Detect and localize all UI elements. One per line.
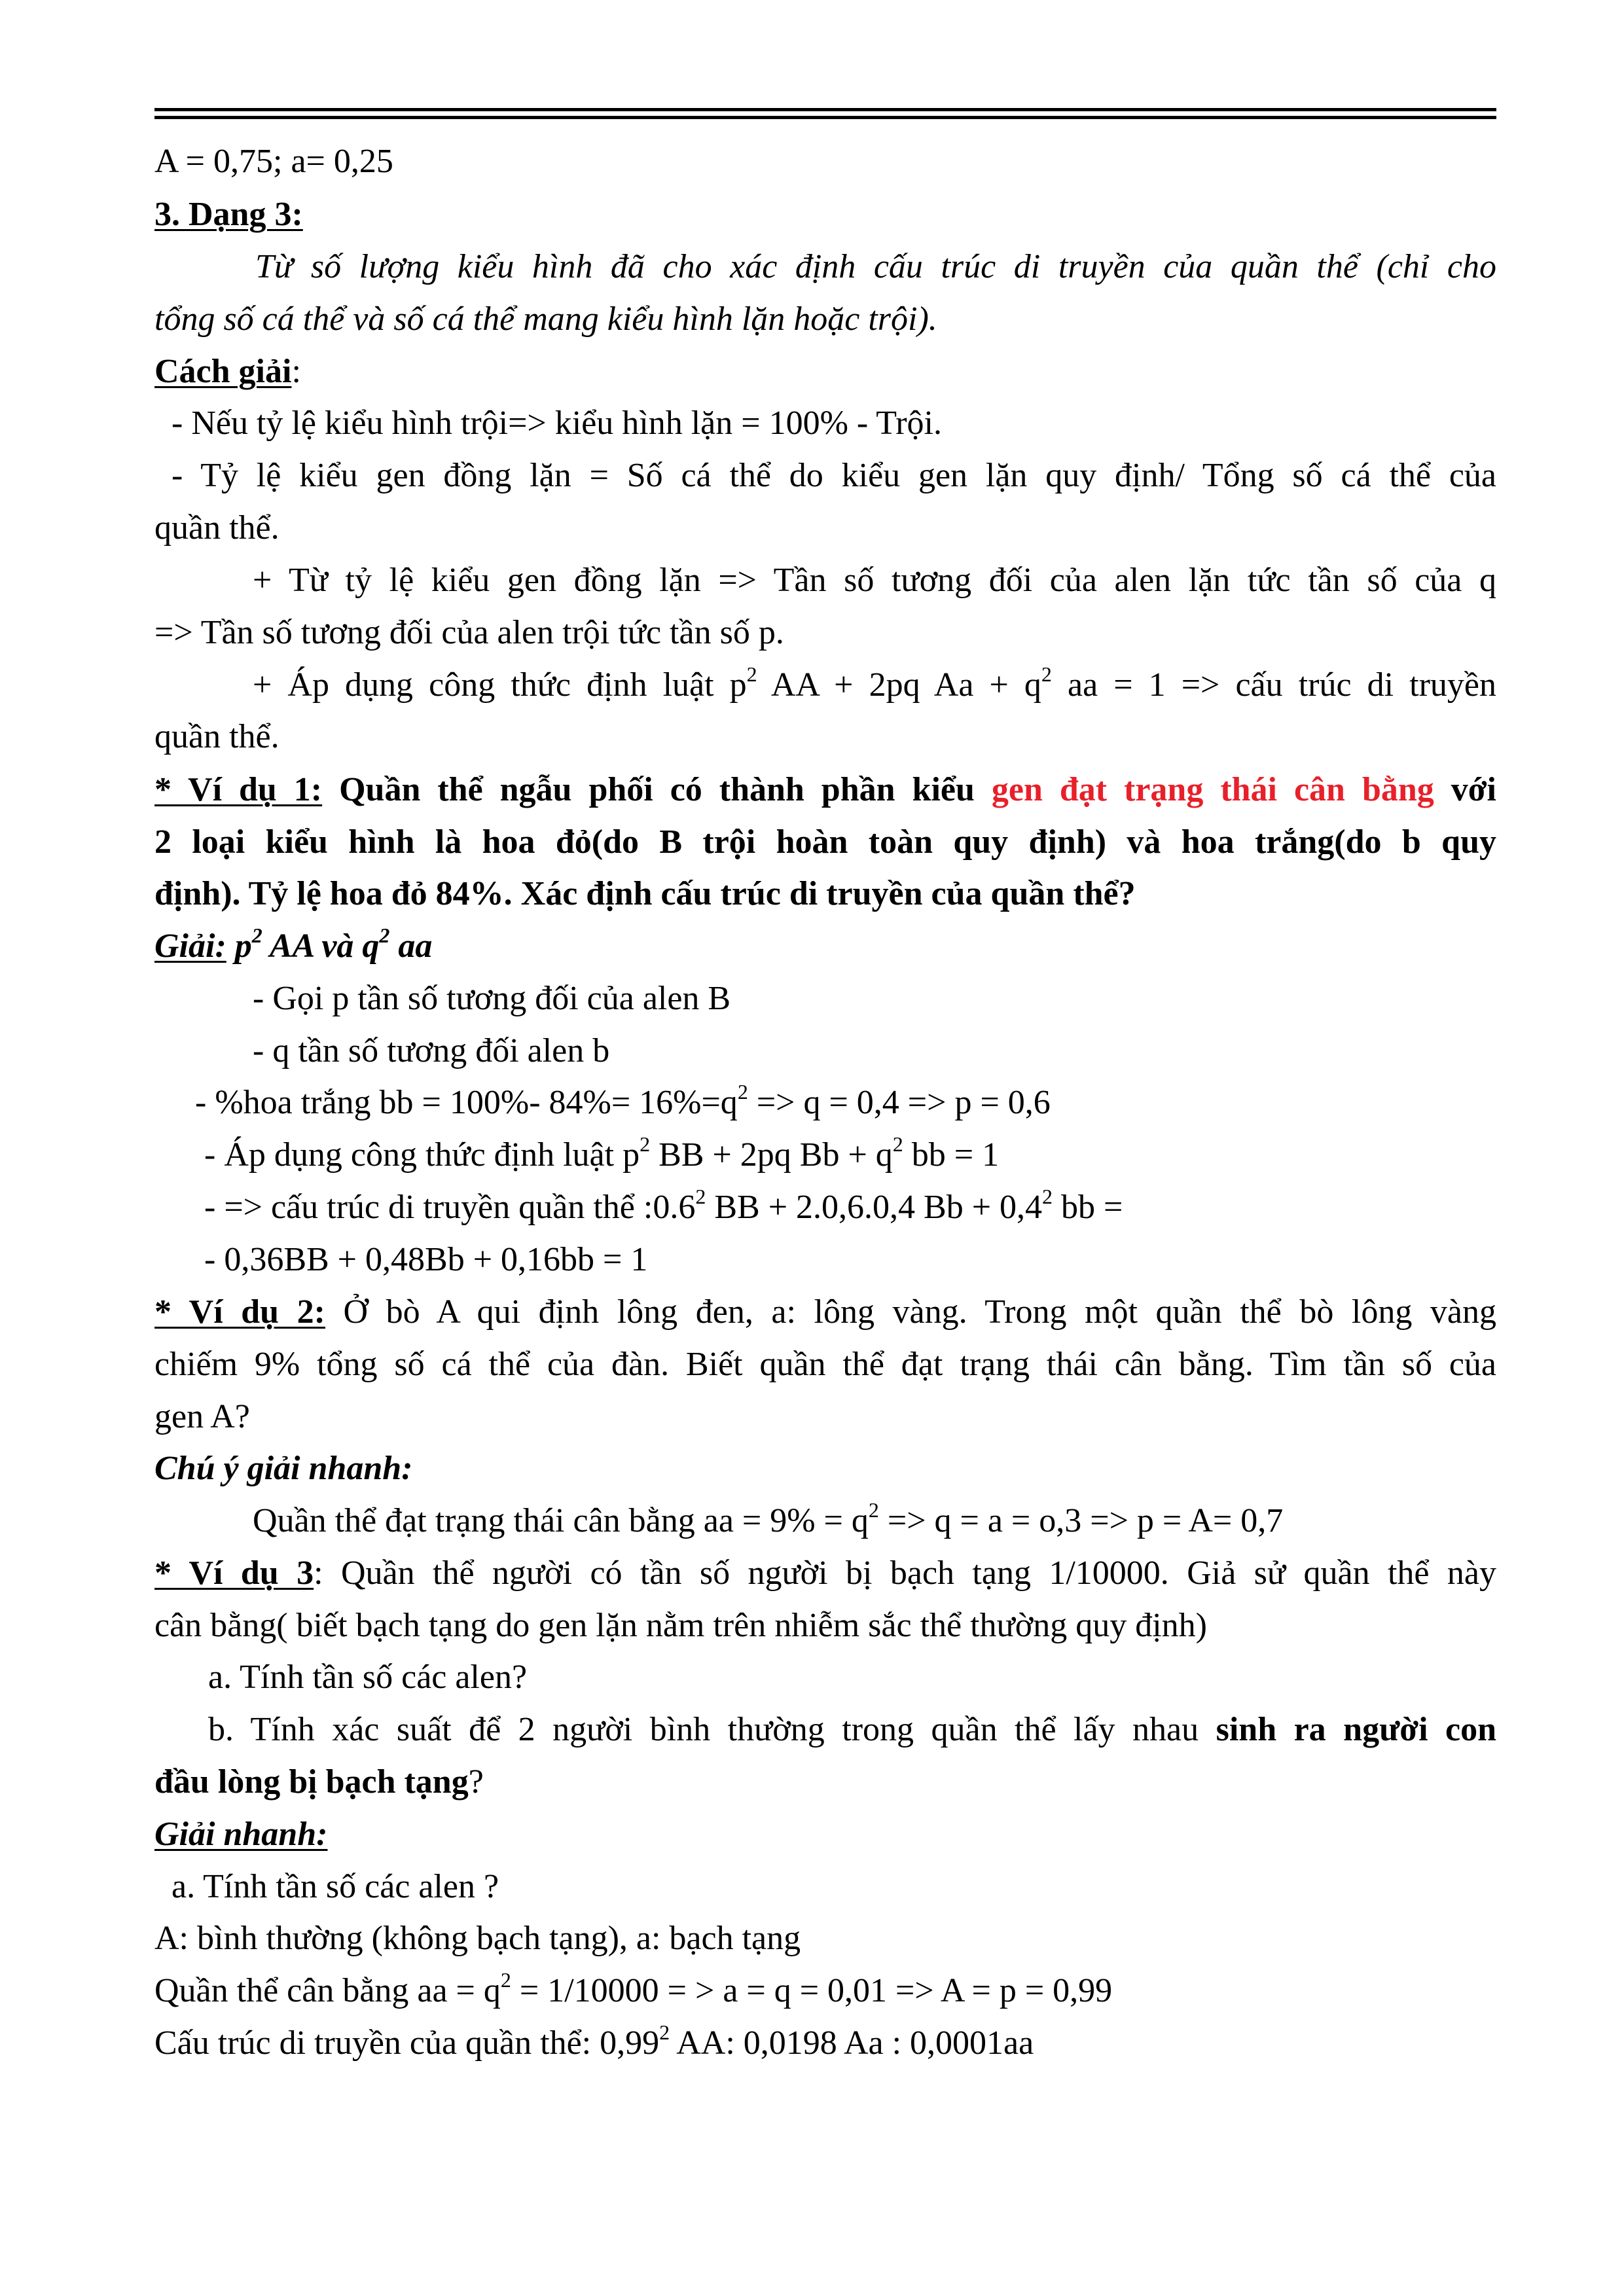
example-2-line-3: gen A? xyxy=(154,1398,250,1435)
example-1-line-2: 2 loại kiểu hình là hoa đỏ(do B trội hoàn toàn quy định) và hoa trắng(do b quy xyxy=(154,823,1496,861)
method-substep-1-line-2: => Tần số tương đối của alen trội tức tần số p. xyxy=(154,614,784,651)
example-3-question-b-line-2: đầu lòng bị bạch tạng? xyxy=(154,1763,484,1801)
quick-solution-heading-2: Giải nhanh: xyxy=(154,1816,328,1853)
answer-allele-definition: A: bình thường (không bạch tạng), a: bạch tạng xyxy=(154,1920,801,1957)
example-3-line-1: * Ví dụ 3: Quần thể người có tần số người bị bạch tạng 1/10000. Giả sử quần thể này xyxy=(154,1554,1496,1592)
header-rule-top xyxy=(154,108,1496,111)
solution-1-step-5: - => cấu trúc di truyền quần thể $:0.6^2$ BB + 2.0,6.0,4 $Bb + 0,4^2$ bb = xyxy=(204,1185,1123,1226)
quick-solution-heading: Chú ý giải nhanh: xyxy=(154,1450,413,1487)
quick-solution-line: Quần thể đạt trạng thái cân bằng aa = $9\% = q^2 => q = a = o,3 => p = A= 0,7$ xyxy=(253,1498,1284,1539)
example-3-line-2: cân bằng( biết bạch tạng do gen lặn nằm trên nhiễm sắc thể thường quy định) xyxy=(154,1607,1207,1644)
method-step-1: - Nếu tỷ lệ kiểu hình trội=> kiểu hình lặn = 100% - Trội. xyxy=(171,404,942,442)
example-2-line-2: chiếm 9% tổng số cá thể của đàn. Biết quần thể đạt trạng thái cân bằng. Tìm tần số của xyxy=(154,1346,1496,1383)
example-3-question-a: a. Tính tần số các alen? xyxy=(208,1659,528,1696)
method-step-2-line-1: - Tỷ lệ kiểu gen đồng lặn = Số cá thể do kiểu gen lặn quy định/ Tổng số cá thể của xyxy=(171,457,1496,494)
solution-1-step-4: - Áp dụng công thức định luật $p^2$ BB + 2pq $Bb + q^2$ bb = 1 xyxy=(204,1132,1000,1174)
method-step-2-line-2: quần thể. xyxy=(154,509,280,547)
example-2-line-1: * Ví dụ 2: Ở bò A qui định lông đen, a: lông vàng. Trong một quần thể bò lông vàng xyxy=(154,1293,1497,1331)
line-allele-frequency: A = 0,75; a= 0,25 xyxy=(154,143,393,180)
method-substep-1-line-1: + Từ tỷ lệ kiểu gen đồng lặn => Tần số tương đối của alen lặn tức tần số của q xyxy=(253,562,1496,599)
method-substep-2-line-1: + Áp dụng công thức định luật $p^2$ AA + 2pq $Aa + q^2$ aa = 1 => cấu trúc di truyền xyxy=(253,662,1496,704)
example-3-question-b-line-1: b. Tính xác suất để 2 người bình thường trong quần thể lấy nhau sinh ra người con xyxy=(208,1711,1497,1748)
intro-italic-line-2: tổng số cá thể và số cá thể mang kiểu hình lặn hoặc trội). xyxy=(154,300,937,338)
solution-heading-1: Giải: $p^2$ AA và $q^2$ aa xyxy=(154,924,433,965)
solution-1-step-1: - Gọi p tần số tương đối của alen B xyxy=(253,980,731,1017)
example-1-line-1: * Ví dụ 1: Quần thể ngẫu phối có thành phần kiểu gen đạt trạng thái cân bằng với xyxy=(154,771,1496,808)
solution-1-step-2: - q tần số tương đối alen b xyxy=(253,1032,610,1069)
method-substep-2-line-2: quần thể. xyxy=(154,718,280,755)
example-1-line-3: định). Tỷ lệ hoa đỏ 84%. Xác định cấu trúc di truyền của quần thể? xyxy=(154,875,1136,912)
solution-1-step-3: - %hoa trắng bb = 100%- $84\%= 16\%=q^2 => q = 0,4 => p = 0,6$ xyxy=(195,1080,1051,1121)
answer-frequencies: Quần thể cân bằng aa = $q^2 = 1/10000$ = > a = q = 0,01 => A = p = 0,99 xyxy=(154,1968,1113,2009)
solution-1-step-6: - 0,36BB + 0,48Bb + 0,16bb = 1 xyxy=(204,1241,648,1278)
answer-a-heading: a. Tính tần số các alen ? xyxy=(171,1868,499,1905)
answer-genetic-structure: Cấu trúc di truyền của quần thể: 0,99$^2$ AA: 0,0198 Aa : 0,0001aa xyxy=(154,2020,1034,2062)
section-heading-dang-3: 3. Dạng 3: xyxy=(154,196,303,233)
intro-italic-line-1: Từ số lượng kiểu hình đã cho xác định cấu trúc di truyền của quần thể (chỉ cho xyxy=(255,248,1496,285)
header-rule-bottom xyxy=(154,116,1496,119)
method-heading: Cách giải: xyxy=(154,353,301,390)
